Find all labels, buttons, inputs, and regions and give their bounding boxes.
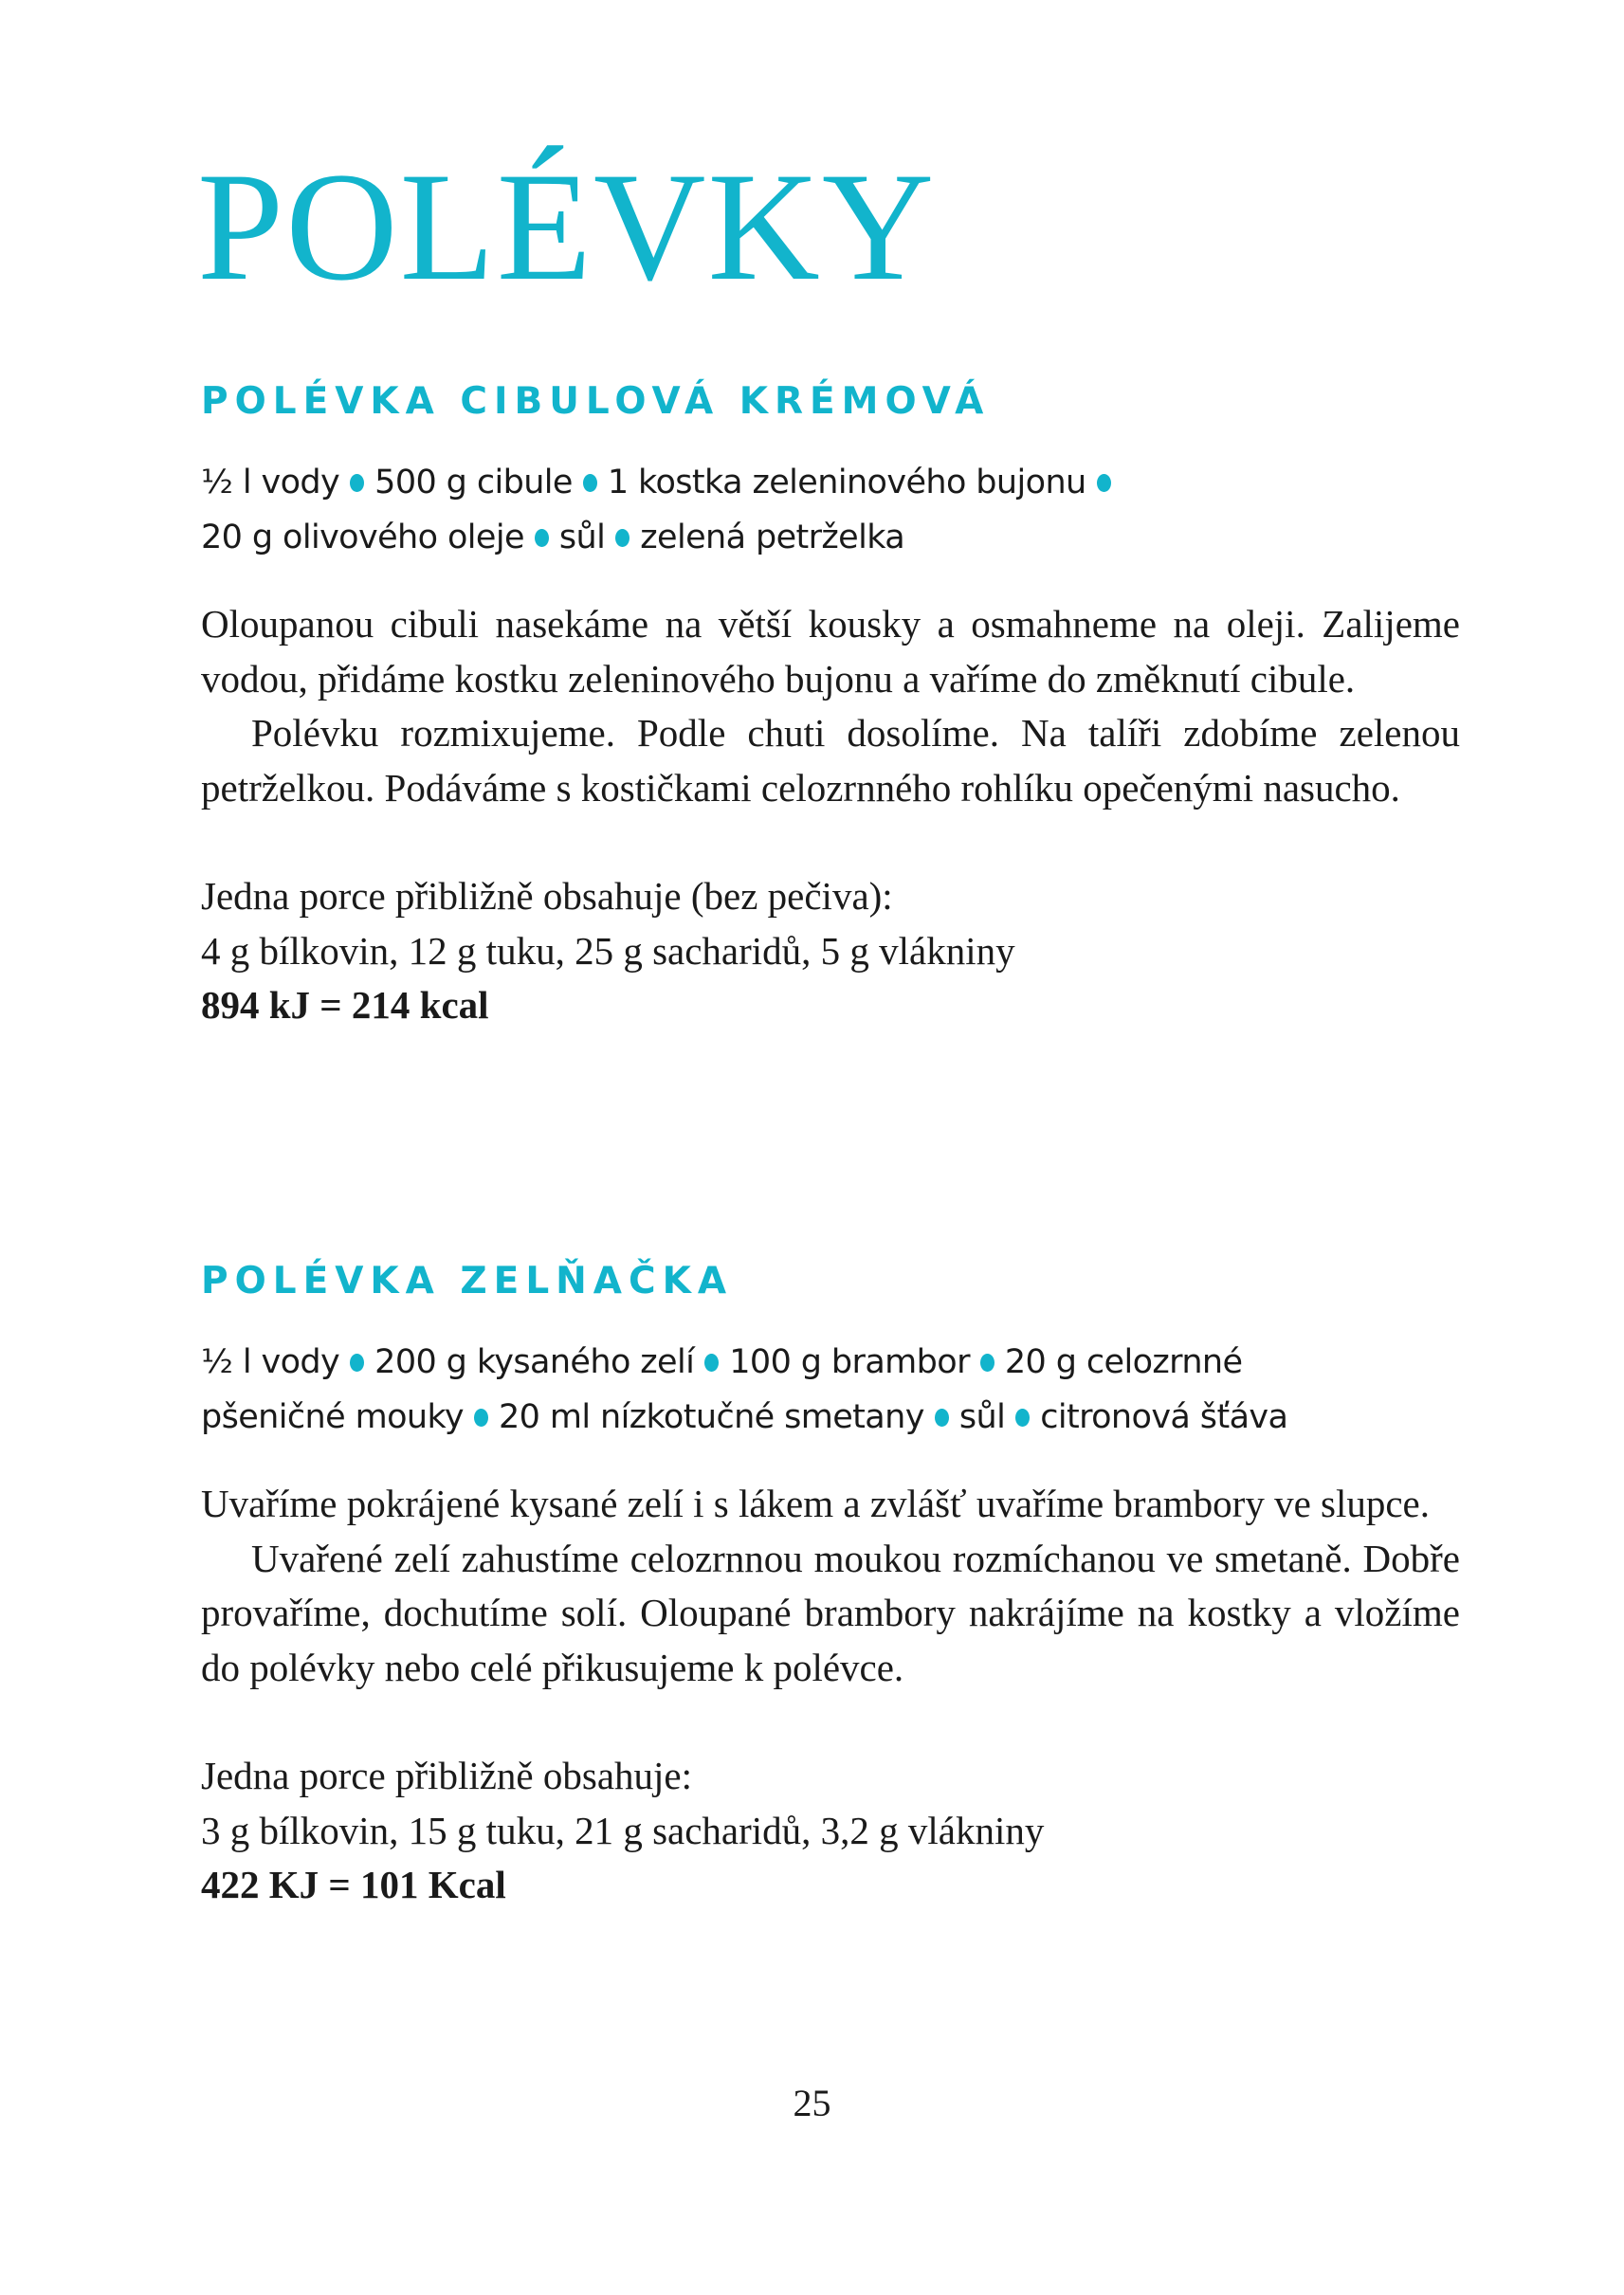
ingredient: 500 g cibule (374, 464, 573, 501)
ingredient: zelená petrželka (640, 519, 905, 556)
nutrition-intro: Jedna porce přibližně obsahuje: (201, 1754, 693, 1797)
chapter-title: POLÉVKY (197, 141, 937, 313)
ingredients-list (201, 1335, 1460, 1445)
bullet-icon (615, 529, 630, 547)
ingredient: 100 g brambor (729, 1343, 970, 1381)
ingredient: 20 g celozrnné (1004, 1343, 1243, 1381)
instructions (201, 597, 1460, 815)
ingredients-list (201, 455, 1460, 565)
instruction-paragraph: Oloupanou cibuli nasekáme na větší kousky a osmahneme na oleji. Zalijeme vodou, přidáme kostku zeleninového bujonu a vaříme do změknutí cibule. (201, 602, 1460, 701)
ingredient: pšeničné mouky (201, 1398, 465, 1436)
ingredient: ½ l vody (201, 1343, 340, 1381)
page-number: 25 (793, 2082, 831, 2124)
ingredient: sůl (558, 519, 606, 556)
bullet-icon (535, 529, 549, 547)
ingredient: 20 g olivového oleje (201, 519, 524, 556)
energy-value: 894 kJ = 214 kcal (201, 983, 489, 1027)
instructions (201, 1477, 1460, 1695)
ingredients-line (201, 510, 1460, 565)
ingredients-line (201, 1335, 1460, 1390)
bullet-icon (1097, 474, 1111, 492)
bullet-icon (350, 1354, 364, 1372)
ingredients-line (201, 455, 1460, 510)
ingredient: sůl (958, 1398, 1006, 1436)
instruction-paragraph: Uvaříme pokrájené kysané zelí i s lákem a zvlášť uvaříme brambory ve slupce. (201, 1482, 1431, 1525)
bullet-icon (583, 474, 597, 492)
nutrition-info (201, 1749, 1460, 1913)
nutrition-intro: Jedna porce přibližně obsahuje (bez pečiva): (201, 874, 893, 918)
ingredient: 1 kostka zeleninového bujonu (607, 464, 1086, 501)
bullet-icon (474, 1409, 488, 1427)
instruction-paragraph: Polévku rozmixujeme. Podle chuti dosolíme. Na talíři zdobíme zelenou petrželkou. Podáváme s kostičkami celozrnného rohlíku opečenými nasucho. (201, 711, 1460, 810)
recipe-title: POLÉVKA CIBULOVÁ KRÉMOVÁ (201, 380, 991, 423)
nutrition-values: 3 g bílkovin, 15 g tuku, 21 g sacharidů, 3,2 g vlákniny (201, 1808, 1045, 1852)
ingredient: ½ l vody (201, 464, 340, 501)
ingredient: citronová šťáva (1040, 1398, 1288, 1436)
nutrition-values: 4 g bílkovin, 12 g tuku, 25 g sacharidů, 5 g vlákniny (201, 928, 1015, 973)
instruction-paragraph: Uvařené zelí zahustíme celozrnnou moukou rozmíchanou ve smetaně. Dobře provaříme, dochutíme solí. Oloupané brambory nakrájíme na kostky a vložíme do polévky nebo celé přikusujeme k polévce. (201, 1536, 1460, 1689)
ingredient: 20 ml nízkotučné smetany (499, 1398, 924, 1436)
bullet-icon (704, 1354, 719, 1372)
energy-value: 422 KJ = 101 Kcal (201, 1863, 506, 1906)
bullet-icon (980, 1354, 994, 1372)
bullet-icon (935, 1409, 949, 1427)
ingredients-line (201, 1390, 1460, 1445)
bullet-icon (1015, 1409, 1030, 1427)
ingredient: 200 g kysaného zelí (374, 1343, 695, 1381)
bullet-icon (350, 474, 364, 492)
recipe-title: POLÉVKA ZELŇAČKA (201, 1260, 734, 1302)
recipe-sauerkraut-soup (201, 1251, 1460, 1913)
nutrition-info (201, 869, 1460, 1033)
recipe-onion-soup (201, 372, 1460, 1033)
